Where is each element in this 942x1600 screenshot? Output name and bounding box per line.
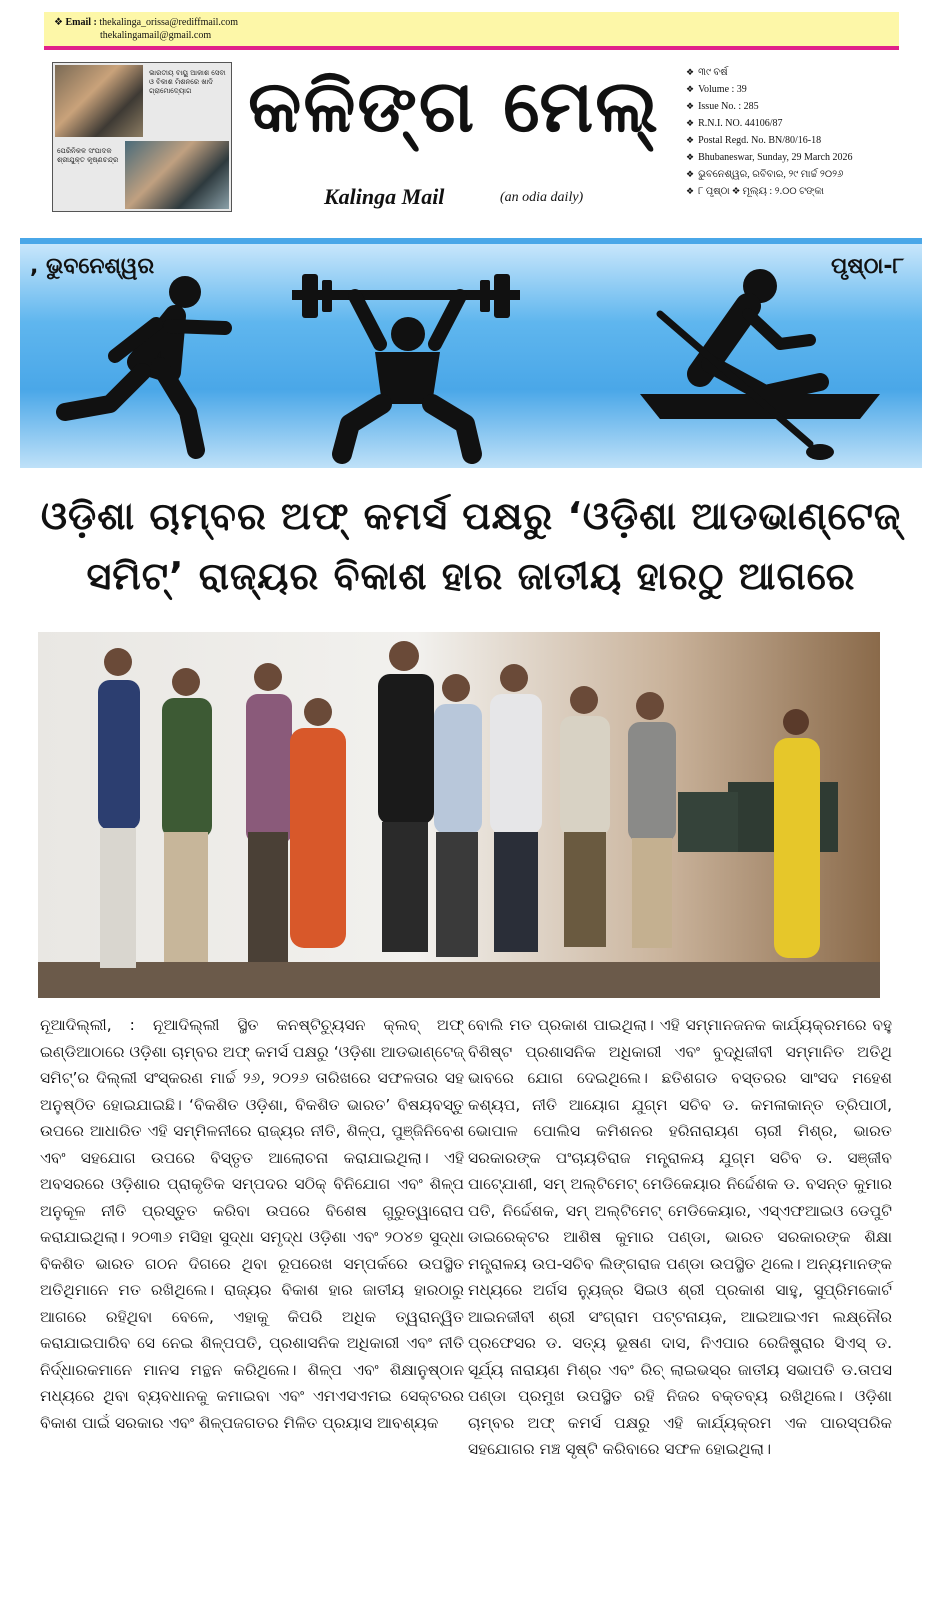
sports-page-banner	[20, 238, 922, 468]
newspaper-title-english: Kalinga Mail	[324, 184, 445, 209]
rower-icon	[640, 269, 880, 460]
event-photo	[38, 632, 880, 998]
masthead-photo-1	[55, 65, 143, 137]
issue-info-item: ❖ R.N.I. NO. 44106/87	[686, 118, 783, 129]
email-address-2[interactable]: thekalingamail@gmail.com	[100, 30, 212, 41]
newspaper-subtitle: (an odia daily)	[500, 190, 584, 205]
issue-info-item: ❖ Bhubaneswar, Sunday, 29 March 2026	[686, 152, 853, 163]
banner-page-number: ପୃଷ୍ଠା-୮	[831, 254, 904, 279]
issue-info-item: ❖ ୩୯ ବର୍ଷ	[686, 67, 728, 78]
issue-info	[686, 64, 896, 200]
banner-city: , ଭୁବନେଶ୍ୱର	[30, 254, 155, 279]
article-paragraph: ନୂଆଦିଲ୍ଲୀ, : ନୂଆଦିଲ୍ଲୀ ସ୍ଥିତ କନଷ୍ଟିଚ୍ୟୁସନ କ୍ଲବ୍ ଅଫ୍ ଇଣ୍ଡିଆଠାରେ ଓଡ଼ିଶା ଚାମ୍ବର ଅଫ୍ କମର୍ସ ପକ୍ଷରୁ ‘ଓଡ଼ିଶା ଆଡଭାଣ୍ଟେଜ୍ ସମିଟ୍’ର ଦିଲ୍ଲୀ ସଂସ୍କରଣ ମାର୍ଚ୍ଚ ୨୬, ୨୦୨୬ ତାରିଖରେ ସଫଳତାର ସହ ଅନୁଷ୍ଠିତ ହୋଇଯାଇଛି। ‘ବିକଶିତ ଓଡ଼ିଶା, ବିକଶିତ ଭାରତ’ ବିଷୟବସ୍ତୁ ଉପରେ ଆଧାରିତ ଏହି ସମ୍ମିଳନୀରେ ରାଜ୍ୟର ନୀତି, ଶିଳ୍ପ, ପୁଞ୍ଜିନିବେଶ ଏବଂ ସହଯୋଗ ଉପରେ ବିସ୍ତୃତ ଆଲୋଚନା କରାଯାଇଥିଲା। ଏହି ଅବସରରେ ଓଡ଼ିଶାର ପ୍ରାକୃତିକ ସମ୍ପଦର ସଠିକ୍ ବିନିଯୋଗ ଏବଂ ଶିଳ୍ପ ଅନୁକୂଳ ନୀତି ପ୍ରସ୍ତୁତ କରିବା ଉପରେ ବିଶେଷ ଗୁରୁତ୍ୱାରୋପ କରାଯାଇଥିଲା। ୨୦୩୬ ମସିହା ସୁଦ୍ଧା ସମୃଦ୍ଧ ଓଡ଼ିଶା ଏବଂ ୨୦୪୭ ସୁଦ୍ଧା ବିକଶିତ ଭାରତ ଗଠନ ଦିଗରେ ଥିବା ରୂପରେଖ ସମ୍ପର୍କରେ ଉପସ୍ଥିତ ଅତିଥିମାନେ ମତ ରଖିଥିଲେ। ରାଜ୍ୟର ବିକାଶ ହାର ଜାତୀୟ ହାରଠାରୁ ଆଗରେ ରହିଥିବା ବେଳେ, ଏହାକୁ କିପରି ଅଧିକ ତ୍ୱରାନ୍ୱିତ କରାଯାଇପାରିବ ସେ ନେଇ ଶିଳ୍ପପତି, ପ୍ରଶାସନିକ ଅଧିକାରୀ ଏବଂ ନୀତି ନିର୍ଦ୍ଧାରକମାନେ ମାନସ ମନ୍ଥନ କରିଥିଲେ। ଶିଳ୍ପ ଏବଂ ଶିକ୍ଷାନୁଷ୍ଠାନ ମଧ୍ୟରେ ଥିବା ବ୍ୟବଧାନକୁ କମାଇବା ଏବଂ ଏମଏସଏମଇ ସେକ୍ଟରର ବିକାଶ ପାଇଁ ସରକାର ଏବଂ ଶିଳ୍ପଜଗତର ମିଳିତ ପ୍ରୟାସ ଆବଶ୍ୟକ	[40, 1016, 464, 1432]
masthead-photo-caption-2: ପେରିନିକଳ ସଂପାଦକ ଶ୍ରୀଯୁକ୍ତ କୃଷ୍ଣଚନ୍ଦ୍ର	[57, 147, 119, 164]
sports-icons	[20, 244, 922, 468]
masthead-photo-caption-1: ଭାରତୀୟ ବାୟୁ ଆକାଶ ସେବା ଓ ବିକାଶ ମିଶନରେ ଖାଦି ଗ୍ରାମୋଦ୍ୟୋଗ	[149, 69, 226, 95]
email-line-1	[54, 17, 238, 28]
issue-info-item: ❖ Issue No. : 285	[686, 101, 759, 112]
email-bar	[44, 12, 899, 50]
issue-info-item: ❖ ୮ ପୃଷ୍ଠା ❖ ମୂଲ୍ୟ : ୨.୦୦ ଟଙ୍କା	[686, 186, 824, 197]
article-column-left	[40, 1012, 464, 1436]
headline-line-1: ଓଡ଼ିଶା ଚାମ୍ବର ଅଫ୍ କମର୍ସ ପକ୍ଷରୁ ‘ଓଡ଼ିଶା ଆଡଭାଣ୍ଟେଜ୍	[40, 494, 902, 538]
headline-line-2: ସମିଟ୍’ ରାଜ୍ୟର ବିକାଶ ହାର ଜାତୀୟ ହାରଠୁ ଆଗରେ	[86, 554, 856, 598]
article-paragraph: ବୋଲି ମତ ପ୍ରକାଶ ପାଇଥିଲା। ଏହି ସମ୍ମାନଜନକ କାର୍ଯ୍ୟକ୍ରମରେ ବହୁ ବିଶିଷ୍ଟ ପ୍ରଶାସନିକ ଅଧିକାରୀ ଏବଂ ବୁଦ୍ଧିଜୀବୀ ସମ୍ମାନିତ ଅତିଥି ଭାବରେ ଯୋଗ ଦେଇଥିଲେ। ଛତିଶଗଡ ବସ୍ତରର ସାଂସଦ ମହେଶ କଶ୍ୟପ, ନୀତି ଆୟୋଗ ଯୁଗ୍ମ ସଚିବ ଡ. କମଳାକାନ୍ତ ତ୍ରିପାଠୀ, ଭୋପାଳ ପୋଲିସ କମିଶନର ହରିନାରାୟଣ ଚାରୀ ମିଶ୍ର, ଭାରତ ସରକାରଙ୍କ ପଂଚାୟତିରାଜ ମନ୍ତ୍ରାଳୟ ଯୁଗ୍ମ ସଚିବ ଡ. ସଞ୍ଜୀବ ପାଟ୍ଯୋଶୀ, ସମ୍ ଅଲ୍ଟିମେଟ୍ ମେଡିକେୟାର ନିର୍ଦ୍ଦେଶକ ଡ. ବସନ୍ତ କୁମାର ପତି, ନିର୍ଦ୍ଦେଶକ, ସମ୍ ଅଲ୍ଟିମେଟ୍ ମେଡିକେୟାର, ଏସ୍ଏଫଆଇଓ ଡେପୁଟି ଡାଇରେକ୍ଟର ଆଶିଷ କୁମାର ପଣ୍ଡା, ଭାରତ ସରକାରଙ୍କ ଶିକ୍ଷା ମନ୍ତ୍ରାଳୟ ଉପ-ସଚିବ ଲିଙ୍ଗରାଜ ପଣ୍ଡା ଉପସ୍ଥିତ ଥିଲେ। ଅନ୍ୟମାନଙ୍କ ମଧ୍ୟରେ ଅର୍ଗସ ନ୍ୟୁଜ୍ର ସିଇଓ ଶ୍ରୀ ପ୍ରକାଶ ସାହୁ, ସୁପ୍ରିମକୋର୍ଟ ଆଇନଜୀବୀ ଶ୍ରୀ ସଂଗ୍ରାମ ପଟ୍ଟନାୟକ, ଆଇଆଇଏମ ଲକ୍ଷ୍ନୌର ପ୍ରଫେସର ଡ. ସତ୍ୟ ଭୂଷଣ ଦାସ, ନିଏପାର ରେଜିଷ୍ଟ୍ରାର ସିଏସ୍ ଡ. ସୂର୍ଯ୍ୟ ନାରାୟଣ ମିଶ୍ର ଏବଂ ରିଚ୍ ଲାଇଭସ୍ର ଜାତୀୟ ସଭାପତି ଡ.ତାପସ ପଣ୍ଡା ପ୍ରମୁଖ ଉପସ୍ଥିତ ରହି ନିଜର ବକ୍ତବ୍ୟ ରଖିଥିଲେ। ଓଡ଼ିଶା ଚାମ୍ବର ଅଫ୍ କମର୍ସ ପକ୍ଷରୁ ଏହି କାର୍ଯ୍ୟକ୍ରମ ଏକ ପାରସ୍ପରିକ ସହଯୋଗର ମଞ୍ଚ ସୃଷ୍ଟି କରିବାରେ ସଫଳ ହୋଇଥିଲା।	[468, 1016, 892, 1458]
newspaper-title-block	[244, 58, 664, 218]
article-headline	[20, 486, 922, 606]
masthead-photo-2	[125, 141, 229, 209]
event-photo-figures	[38, 632, 880, 998]
weightlifter-icon	[292, 274, 520, 454]
masthead-photo-box	[52, 62, 232, 212]
runner-icon	[65, 276, 225, 450]
issue-info-item: ❖ Volume : 39	[686, 84, 747, 95]
newspaper-title-odia: କଳିଙ୍ଗ ମେଲ୍	[248, 64, 660, 148]
email-label: Email :	[65, 17, 97, 28]
bullet-icon: ❖	[54, 17, 66, 28]
article-column-right	[468, 1012, 892, 1463]
email-address-1[interactable]: thekalinga_orissa@rediffmail.com	[99, 17, 239, 28]
masthead	[44, 58, 899, 218]
issue-info-item: ❖ Postal Regd. No. BN/80/16-18	[686, 135, 822, 146]
issue-info-item: ❖ ଭୁବନେଶ୍ୱର, ରବିବାର, ୨୯ ମାର୍ଚ୍ଚ ୨୦୨୬	[686, 169, 844, 180]
